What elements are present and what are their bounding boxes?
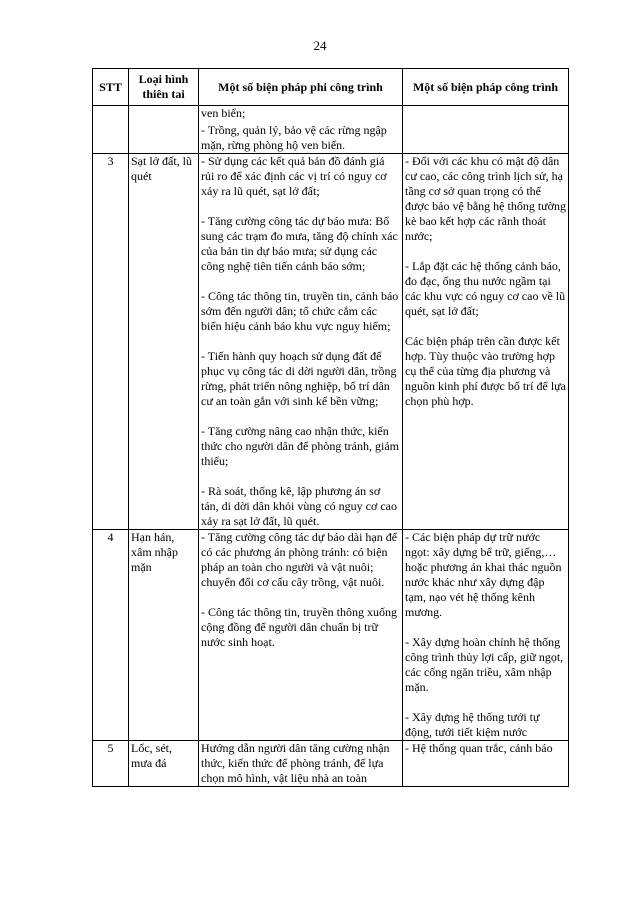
row-non-structural-measures	[199, 741, 403, 787]
measure-paragraph: - Các biện pháp dự trữ nước ngọt: xây dựng bể trữ, giếng,… hoặc phương án khai thác nguồn nước khác như xây dựng đập tạm, nạo vét hệ thống kênh mương.	[405, 530, 562, 619]
row-stt: 4	[93, 530, 129, 741]
measure-paragraph: - Xây dựng hoàn chỉnh hệ thống công trình thủy lợi cấp, giữ ngọt, các cống ngăn triều, xâm nhập mặn.	[405, 635, 564, 694]
measure-paragraph: - Hệ thống quan trắc, cảnh báo	[405, 741, 553, 755]
table-row	[93, 106, 569, 154]
measure-paragraph: ven biển;	[201, 106, 246, 120]
row-stt	[93, 106, 129, 154]
row-non-structural-measures	[199, 106, 403, 154]
header-disaster-type: Loại hình thiên tai	[129, 69, 199, 106]
header-structural: Một số biện pháp công trình	[403, 69, 569, 106]
measure-paragraph: Hướng dẫn người dân tăng cường nhận thức, kiến thức để phòng tránh, để lựa chọn mô hình, vật liệu nhà an toàn	[201, 741, 390, 785]
row-non-structural-measures	[199, 530, 403, 741]
row-structural-measures	[403, 741, 569, 787]
measure-paragraph: - Lắp đặt các hệ thống cảnh báo, đo đạc, ống thu nước ngầm tại các khu vực có nguy cơ cao về lũ quét, sạt lở đất;	[405, 259, 566, 318]
measure-paragraph: - Trồng, quản lý, bảo vệ các rừng ngập mặn, rừng phòng hộ ven biển.	[201, 123, 387, 152]
disaster-measures-table	[92, 68, 569, 787]
measure-paragraph: - Đối với các khu có mật độ dân cư cao, các công trình lịch sử, hạ tầng cơ sở quan trọng có thể được bảo vệ bằng hệ thống tường kè bao kết hợp các rãnh thoát nước;	[405, 154, 566, 243]
measure-paragraph: - Rà soát, thống kê, lập phương án sơ tán, di dời dân khỏi vùng có nguy cơ cao xảy ra sạt lở đất, lũ quét.	[201, 484, 397, 528]
measure-paragraph: - Sử dụng các kết quả bản đồ đánh giá rủi ro để xác định các vị trí có nguy cơ xảy ra lũ quét, sạt lở đất;	[201, 154, 387, 198]
row-disaster-type: Sạt lở đất, lũ quét	[129, 154, 199, 530]
measure-paragraph: - Tăng cường công tác dự báo mưa: Bổ sung các trạm đo mưa, tăng độ chính xác của bản tin dự báo mưa; sử dụng các công nghệ tiên tiến cảnh báo sớm;	[201, 214, 398, 273]
row-stt: 3	[93, 154, 129, 530]
row-structural-measures	[403, 154, 569, 530]
measure-paragraph: Các biện pháp trên cần được kết hợp. Tùy thuộc vào trường hợp cụ thể của từng địa phương và nguồn kinh phí được bố trí để lựa chọn phù hợp.	[405, 334, 566, 408]
measure-paragraph: - Công tác thông tin, truyền tin, cảnh báo sớm đến người dân; tổ chức cắm các biển hiệu cảnh báo khu vực nguy hiểm;	[201, 289, 399, 333]
table-row	[93, 741, 569, 787]
measure-paragraph: - Tăng cường nâng cao nhận thức, kiến thức cho người dân để phòng tránh, giảm thiểu;	[201, 424, 399, 468]
page-number: 24	[313, 38, 327, 53]
table-row	[93, 154, 569, 530]
header-non-structural: Một số biện pháp phi công trình	[199, 69, 403, 106]
measure-paragraph: - Xây dựng hệ thống tưới tự động, tưới tiết kiệm nước	[405, 710, 540, 739]
table-row	[93, 530, 569, 741]
header-stt: STT	[93, 69, 129, 106]
row-structural-measures	[403, 106, 569, 154]
table-header-row	[93, 69, 569, 106]
measure-paragraph: - Công tác thông tin, truyền thông xuống cộng đồng để người dân chuẩn bị trữ nước sinh hoạt.	[201, 605, 397, 649]
table-body	[93, 106, 569, 787]
row-non-structural-measures	[199, 154, 403, 530]
measure-paragraph: - Tiến hành quy hoạch sử dụng đất để phục vụ công tác di dời người dân, trồng rừng, phát triển nông nghiệp, bố trí dân cư an toàn gắn với sinh kế bền vững;	[201, 349, 397, 408]
row-structural-measures	[403, 530, 569, 741]
row-disaster-type: Hạn hán, xâm nhập mặn	[129, 530, 199, 741]
row-disaster-type	[129, 106, 199, 154]
measure-paragraph: - Tăng cường công tác dự báo dài hạn để có các phương án phòng tránh: có biện pháp an toàn cho người và vật nuôi; chuyển đổi cơ cấu cây trồng, vật nuôi.	[201, 530, 398, 589]
row-stt: 5	[93, 741, 129, 787]
row-disaster-type: Lốc, sét, mưa đá	[129, 741, 199, 787]
